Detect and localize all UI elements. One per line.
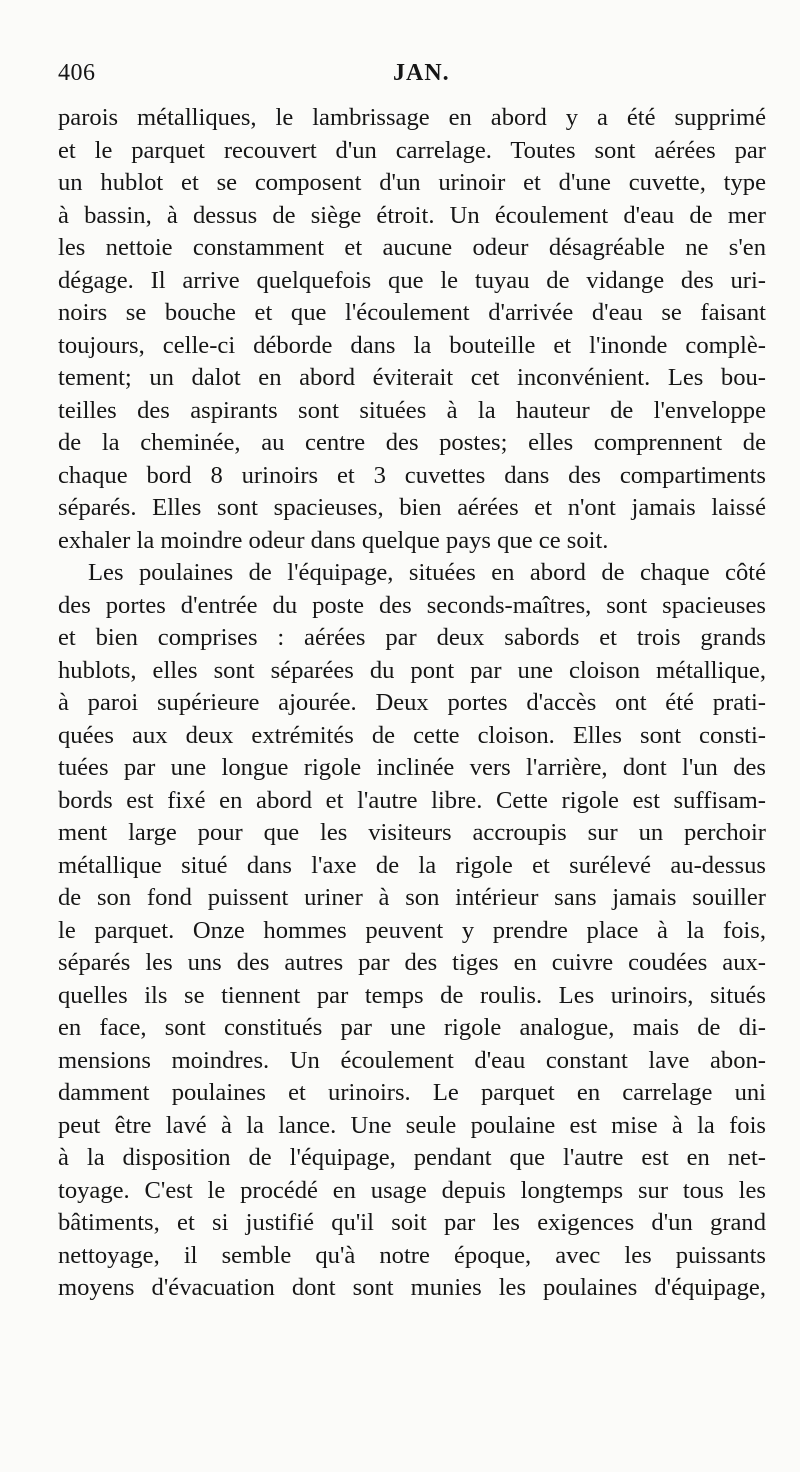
body-text bbox=[58, 102, 766, 1305]
text-line: toyage. C'est le procédé en usage depuis longtemps sur tous les bbox=[58, 1176, 766, 1204]
text-line: chaque bord 8 urinoirs et 3 cuvettes dans des compartiments bbox=[58, 461, 766, 489]
text-line: à la disposition de l'équipage, pendant que l'autre est en net- bbox=[58, 1144, 766, 1171]
text-line: et le parquet recouvert d'un carrelage. Toutes sont aérées par bbox=[58, 136, 766, 164]
text-line: Les poulaines de l'équipage, situées en abord de chaque côté bbox=[88, 559, 766, 586]
text-line: des portes d'entrée du poste des seconds-maîtres, sont spacieuses bbox=[58, 591, 766, 619]
running-title: JAN. bbox=[393, 60, 450, 86]
text-line: toujours, celle-ci déborde dans la bouteille et l'inonde complè- bbox=[58, 331, 766, 359]
text-line: dégage. Il arrive quelquefois que le tuyau de vidange des uri- bbox=[58, 266, 766, 294]
text-line: métallique situé dans l'axe de la rigole et surélevé au-dessus bbox=[58, 851, 766, 879]
text-line: à paroi supérieure ajourée. Deux portes d'accès ont été prati- bbox=[58, 689, 766, 716]
text-line: mensions moindres. Un écoulement d'eau constant lave abon- bbox=[58, 1046, 766, 1074]
text-line: tuées par une longue rigole inclinée vers l'arrière, dont l'un des bbox=[58, 754, 766, 781]
text-line: les nettoie constamment et aucune odeur désagréable ne s'en bbox=[58, 234, 766, 261]
text-line: un hublot et se composent d'un urinoir et d'une cuvette, type bbox=[58, 169, 766, 196]
text-line: peut être lavé à la lance. Une seule poulaine est mise à la fois bbox=[58, 1111, 766, 1139]
text-line: ment large pour que les visiteurs accroupis sur un perchoir bbox=[58, 819, 766, 846]
page-number: 406 bbox=[58, 60, 96, 86]
text-line: hublots, elles sont séparées du pont par une cloison métallique, bbox=[58, 656, 766, 684]
text-line: le parquet. Onze hommes peuvent y prendre place à la fois, bbox=[58, 916, 766, 944]
text-line: et bien comprises : aérées par deux sabords et trois grands bbox=[58, 624, 766, 651]
text-line: nettoyage, il semble qu'à notre époque, avec les puissants bbox=[58, 1241, 766, 1269]
text-line: bâtiments, et si justifié qu'il soit par les exigences d'un grand bbox=[58, 1209, 766, 1236]
text-line: damment poulaines et urinoirs. Le parquet en carrelage uni bbox=[58, 1079, 766, 1106]
text-line: séparés. Elles sont spacieuses, bien aérées et n'ont jamais laissé bbox=[58, 494, 766, 521]
text-line: en face, sont constitués par une rigole analogue, mais de di- bbox=[58, 1014, 766, 1041]
text-line: moyens d'évacuation dont sont munies les poulaines d'équipage, bbox=[58, 1274, 766, 1301]
text-line: de la cheminée, au centre des postes; elles comprennent de bbox=[58, 429, 766, 456]
text-line: séparés les uns des autres par des tiges en cuivre coudées aux- bbox=[58, 949, 766, 976]
text-line: teilles des aspirants sont situées à la hauteur de l'enveloppe bbox=[58, 396, 766, 424]
text-line: à bassin, à dessus de siège étroit. Un écoulement d'eau de mer bbox=[58, 201, 766, 229]
text-line: de son fond puissent uriner à son intérieur sans jamais souiller bbox=[58, 884, 766, 911]
text-line: parois métalliques, le lambrissage en abord y a été supprimé bbox=[58, 104, 766, 131]
text-line: quelles ils se tiennent par temps de roulis. Les urinoirs, situés bbox=[58, 981, 766, 1009]
page-header bbox=[58, 60, 758, 100]
text-line: exhaler la moindre odeur dans quelque pays que ce soit. bbox=[58, 526, 609, 554]
text-line: noirs se bouche et que l'écoulement d'arrivée d'eau se faisant bbox=[58, 299, 766, 326]
text-line: bords est fixé en abord et l'autre libre. Cette rigole est suffisam- bbox=[58, 786, 766, 814]
text-line: quées aux deux extrémités de cette cloison. Elles sont consti- bbox=[58, 721, 766, 749]
text-line: tement; un dalot en abord éviterait cet inconvénient. Les bou- bbox=[58, 364, 766, 391]
